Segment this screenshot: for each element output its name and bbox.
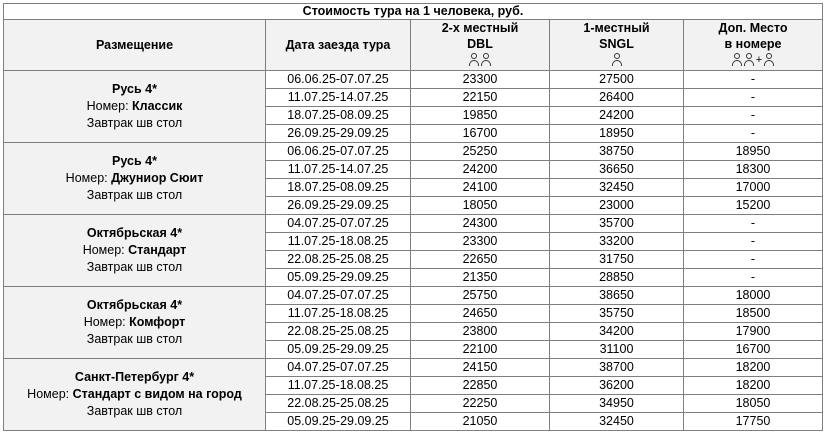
date-range-cell: 18.07.25-08.09.25 <box>266 179 411 197</box>
price-sngl-cell: 34200 <box>550 323 684 341</box>
price-sngl-cell: 36200 <box>550 377 684 395</box>
hotel-cell <box>4 71 266 143</box>
date-range-cell: 04.07.25-07.07.25 <box>266 287 411 305</box>
price-extra-cell: 17750 <box>684 413 823 431</box>
price-dbl-cell: 22150 <box>411 89 550 107</box>
board-type: Завтрак шв стол <box>86 404 183 418</box>
room-type: Комфорт <box>129 315 186 329</box>
header-placement: Размещение <box>4 20 266 71</box>
header-sngl-line2: SNGL <box>599 37 634 51</box>
hotel-name: Октябрьская 4* <box>86 298 183 312</box>
price-sngl-cell: 36650 <box>550 161 684 179</box>
room-type: Джуниор Сюит <box>111 171 204 185</box>
price-dbl-cell: 25750 <box>411 287 550 305</box>
price-extra-cell: 18050 <box>684 395 823 413</box>
date-range-cell: 05.09.25-29.09.25 <box>266 413 411 431</box>
hotel-name: Русь 4* <box>112 154 157 168</box>
price-dbl-cell: 21350 <box>411 269 550 287</box>
price-sngl-cell: 35750 <box>550 305 684 323</box>
room-type: Стандарт <box>128 243 187 257</box>
date-range-cell: 18.07.25-08.09.25 <box>266 107 411 125</box>
date-range-cell: 06.06.25-07.07.25 <box>266 71 411 89</box>
price-dbl-cell: 23300 <box>411 233 550 251</box>
header-dbl-line1: 2-х местный <box>441 21 519 35</box>
price-extra-cell: 17000 <box>684 179 823 197</box>
price-sngl-cell: 26400 <box>550 89 684 107</box>
price-sngl-cell: 18950 <box>550 125 684 143</box>
price-sngl-cell: 32450 <box>550 413 684 431</box>
header-extra-line1: Доп. Место <box>718 21 788 35</box>
price-extra-cell: 18000 <box>684 287 823 305</box>
price-extra-cell: - <box>684 125 823 143</box>
date-range-cell: 05.09.25-29.09.25 <box>266 269 411 287</box>
header-dates: Дата заезда тура <box>266 20 411 71</box>
price-sngl-cell: 31100 <box>550 341 684 359</box>
room-type: Классик <box>132 99 183 113</box>
price-extra-cell: 15200 <box>684 197 823 215</box>
price-sngl-cell: 31750 <box>550 251 684 269</box>
price-sngl-cell: 35700 <box>550 215 684 233</box>
tour-price-table <box>3 3 823 431</box>
date-range-cell: 04.07.25-07.07.25 <box>266 215 411 233</box>
price-extra-cell: 18500 <box>684 305 823 323</box>
table-row <box>4 71 823 89</box>
price-extra-cell: - <box>684 269 823 287</box>
price-sngl-cell: 38700 <box>550 359 684 377</box>
date-range-cell: 26.09.25-29.09.25 <box>266 197 411 215</box>
hotel-cell <box>4 143 266 215</box>
price-dbl-cell: 22100 <box>411 341 550 359</box>
price-sngl-cell: 23000 <box>550 197 684 215</box>
table-row <box>4 215 823 233</box>
header-dbl <box>411 20 550 71</box>
price-dbl-cell: 21050 <box>411 413 550 431</box>
hotel-cell <box>4 359 266 431</box>
hotel-cell <box>4 287 266 359</box>
two-persons-icon <box>468 52 492 66</box>
price-sngl-cell: 34950 <box>550 395 684 413</box>
price-sngl-cell: 33200 <box>550 233 684 251</box>
board-type: Завтрак шв стол <box>86 332 183 346</box>
price-dbl-cell: 24650 <box>411 305 550 323</box>
date-range-cell: 22.08.25-25.08.25 <box>266 251 411 269</box>
hotel-cell <box>4 215 266 287</box>
plus-sign: + <box>755 54 763 66</box>
price-extra-cell: 17900 <box>684 323 823 341</box>
board-type: Завтрак шв стол <box>86 116 183 130</box>
date-range-cell: 11.07.25-18.08.25 <box>266 377 411 395</box>
price-dbl-cell: 22850 <box>411 377 550 395</box>
table-row <box>4 143 823 161</box>
price-extra-cell: - <box>684 107 823 125</box>
room-prefix: Номер: <box>83 315 130 329</box>
price-sngl-cell: 32450 <box>550 179 684 197</box>
price-extra-cell: 18200 <box>684 377 823 395</box>
two-plus-one-persons-icon <box>731 52 775 66</box>
date-range-cell: 06.06.25-07.07.25 <box>266 143 411 161</box>
price-dbl-cell: 16700 <box>411 125 550 143</box>
date-range-cell: 11.07.25-14.07.25 <box>266 161 411 179</box>
price-sngl-cell: 38750 <box>550 143 684 161</box>
room-prefix: Номер: <box>82 243 129 257</box>
price-dbl-cell: 25250 <box>411 143 550 161</box>
header-sngl <box>550 20 684 71</box>
price-extra-cell: 18950 <box>684 143 823 161</box>
date-range-cell: 11.07.25-14.07.25 <box>266 89 411 107</box>
header-dbl-line2: DBL <box>467 37 493 51</box>
price-dbl-cell: 23800 <box>411 323 550 341</box>
price-extra-cell: 16700 <box>684 341 823 359</box>
board-type: Завтрак шв стол <box>86 260 183 274</box>
price-dbl-cell: 19850 <box>411 107 550 125</box>
price-dbl-cell: 24200 <box>411 161 550 179</box>
header-extra <box>684 20 823 71</box>
header-extra-line2: в номере <box>724 37 782 51</box>
price-extra-cell: - <box>684 215 823 233</box>
date-range-cell: 04.07.25-07.07.25 <box>266 359 411 377</box>
price-sngl-cell: 24200 <box>550 107 684 125</box>
table-caption: Стоимость тура на 1 человека, руб. <box>4 4 823 20</box>
table-row <box>4 359 823 377</box>
price-dbl-cell: 22250 <box>411 395 550 413</box>
room-prefix: Номер: <box>86 99 133 113</box>
hotel-name: Октябрьская 4* <box>86 226 183 240</box>
date-range-cell: 26.09.25-29.09.25 <box>266 125 411 143</box>
price-sngl-cell: 38650 <box>550 287 684 305</box>
price-dbl-cell: 22650 <box>411 251 550 269</box>
room-prefix: Номер: <box>65 171 112 185</box>
price-dbl-cell: 24100 <box>411 179 550 197</box>
room-type: Стандарт с видом на город <box>72 387 242 401</box>
price-extra-cell: - <box>684 251 823 269</box>
room-prefix: Номер: <box>27 387 73 401</box>
hotel-name: Русь 4* <box>112 82 157 96</box>
date-range-cell: 22.08.25-25.08.25 <box>266 395 411 413</box>
board-type: Завтрак шв стол <box>86 188 183 202</box>
price-extra-cell: - <box>684 71 823 89</box>
price-sngl-cell: 28850 <box>550 269 684 287</box>
date-range-cell: 05.09.25-29.09.25 <box>266 341 411 359</box>
one-person-icon <box>611 52 623 66</box>
price-extra-cell: - <box>684 89 823 107</box>
date-range-cell: 11.07.25-18.08.25 <box>266 305 411 323</box>
hotel-name: Санкт-Петербург 4* <box>74 370 195 384</box>
price-dbl-cell: 23300 <box>411 71 550 89</box>
price-dbl-cell: 24150 <box>411 359 550 377</box>
price-dbl-cell: 24300 <box>411 215 550 233</box>
date-range-cell: 11.07.25-18.08.25 <box>266 233 411 251</box>
table-row <box>4 287 823 305</box>
price-extra-cell: 18200 <box>684 359 823 377</box>
price-dbl-cell: 18050 <box>411 197 550 215</box>
date-range-cell: 22.08.25-25.08.25 <box>266 323 411 341</box>
price-sngl-cell: 27500 <box>550 71 684 89</box>
table-body <box>4 71 823 431</box>
price-extra-cell: 18300 <box>684 161 823 179</box>
header-sngl-line1: 1-местный <box>583 21 650 35</box>
price-extra-cell: - <box>684 233 823 251</box>
